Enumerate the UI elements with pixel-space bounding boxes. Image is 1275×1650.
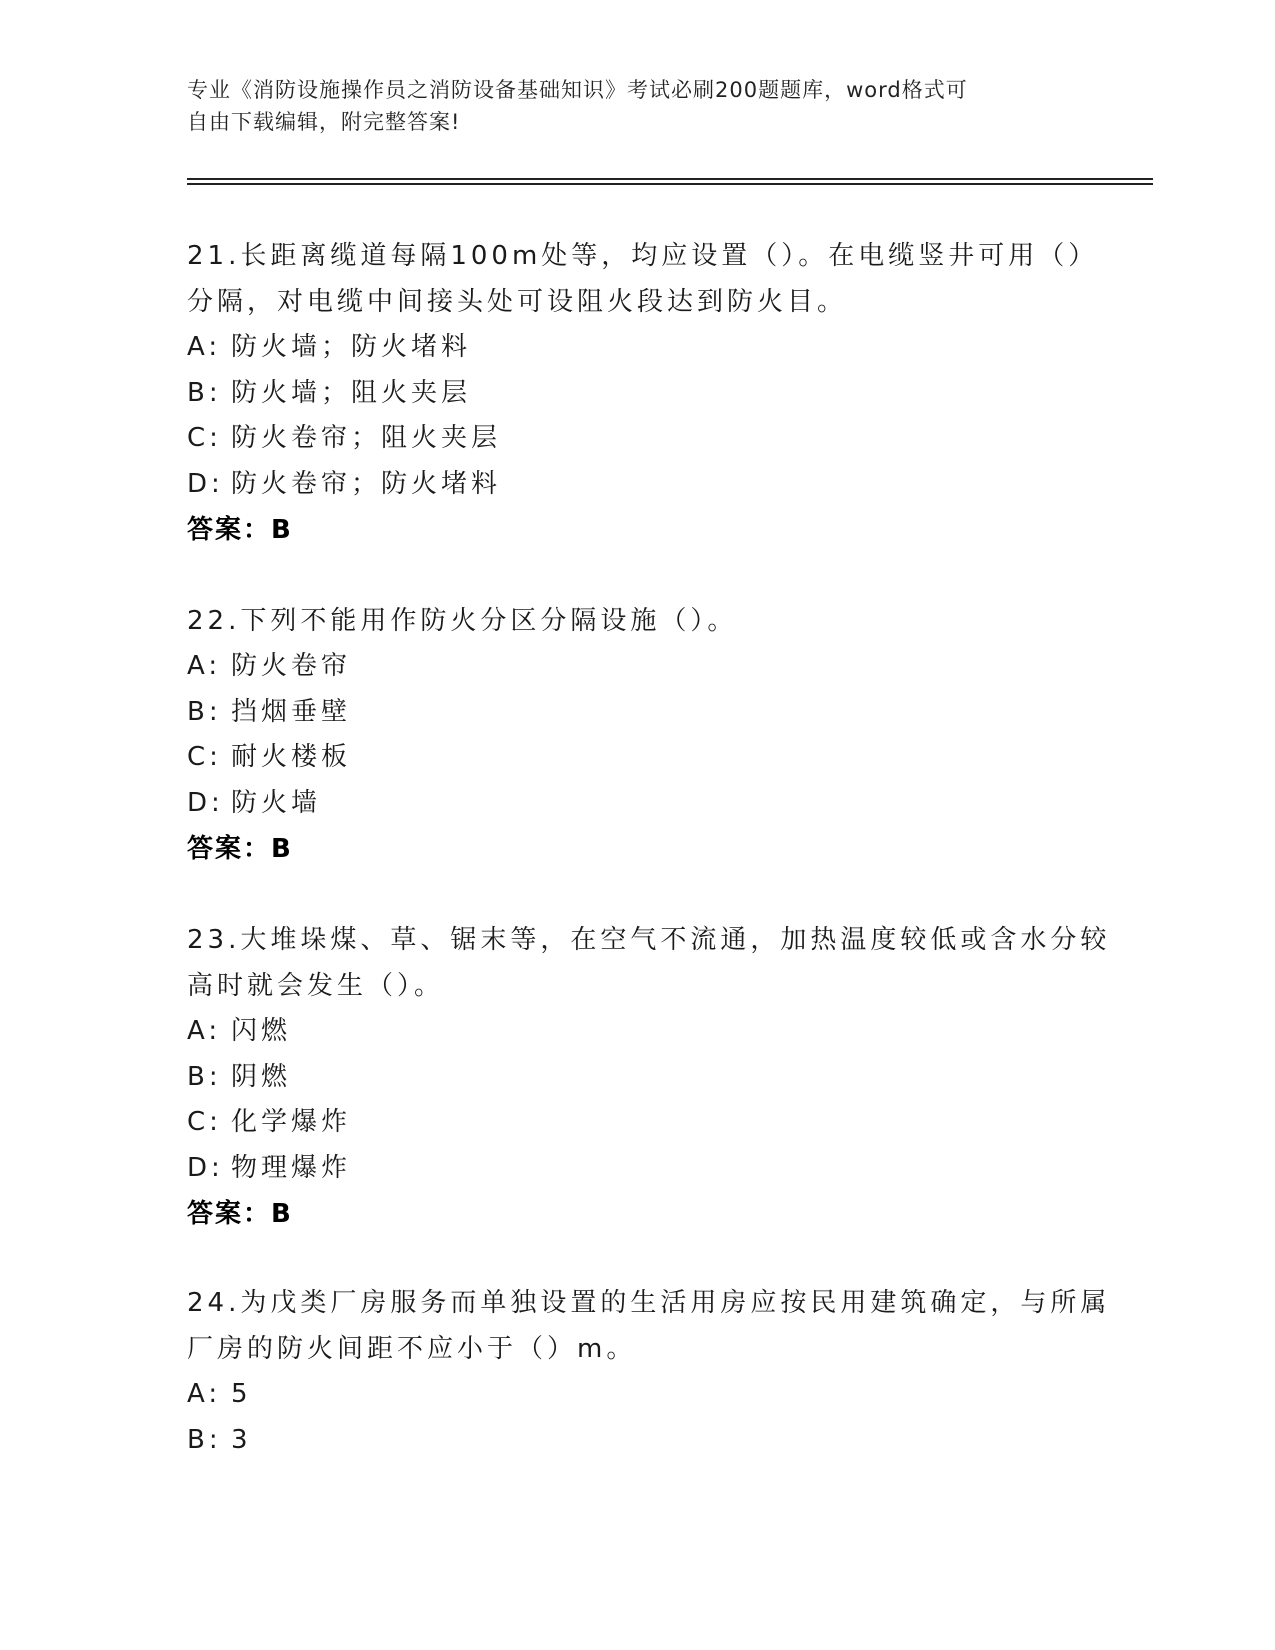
option-letter: D: [187, 1152, 224, 1183]
option-text: 防火墙；阻火夹层 [231, 377, 472, 408]
option-c [187, 735, 1087, 781]
option-text: 防火卷帘 [231, 651, 352, 681]
option-a [187, 1372, 1087, 1418]
option-text: 物理爆炸 [231, 1152, 352, 1183]
option-text: 3 [231, 1424, 252, 1455]
option-letter: B: [187, 1424, 222, 1455]
option-d [187, 1146, 1087, 1192]
option-letter: C: [187, 742, 222, 772]
option-text: 防火卷帘；阻火夹层 [231, 423, 502, 453]
option-b [187, 1418, 1087, 1464]
question-stem-line: 分隔，对电缆中间接头处可设阻火段达到防火目。 [187, 287, 848, 317]
option-letter: D: [187, 787, 224, 818]
option-b [187, 690, 1087, 736]
question-23 [187, 917, 1111, 1237]
question-stem-line: 24.为戊类厂房服务而单独设置的生活用房应按民用建筑确定，与所属 [187, 1288, 1111, 1318]
option-letter: B: [187, 1061, 222, 1092]
option-letter: D: [187, 468, 224, 499]
option-text: 防火卷帘；防火堵料 [231, 468, 502, 499]
option-a [187, 644, 1087, 690]
option-b [187, 1055, 1087, 1101]
option-letter: C: [187, 423, 222, 453]
question-stem-line: 厂房的防火间距不应小于（）m。 [187, 1334, 637, 1364]
option-c [187, 1100, 1087, 1146]
answer-line: 答案：B [187, 834, 293, 864]
header-line-2: 自由下载编辑，附完整答案! [187, 110, 461, 134]
option-letter: B: [187, 696, 222, 727]
option-letter: A: [187, 1379, 222, 1409]
question-21 [187, 233, 1099, 553]
option-text: 5 [231, 1379, 252, 1409]
question-stem-line: 23.大堆垛煤、草、锯末等，在空气不流通，加热温度较低或含水分较 [187, 925, 1111, 955]
answer-line: 答案：B [187, 1199, 293, 1229]
option-letter: A: [187, 332, 222, 362]
option-text: 防火墙；防火堵料 [231, 332, 472, 362]
option-text: 防火墙 [231, 787, 322, 818]
option-text: 闪燃 [231, 1016, 292, 1046]
question-24 [187, 1280, 1111, 1463]
document-header [187, 74, 1077, 138]
option-d [187, 781, 1087, 827]
option-d [187, 462, 1087, 508]
option-text: 耐火楼板 [231, 742, 352, 772]
option-letter: A: [187, 651, 222, 681]
option-c [187, 416, 1087, 462]
option-letter: A: [187, 1016, 222, 1046]
option-text: 阴燃 [231, 1061, 292, 1092]
question-stem-line: 高时就会发生（）。 [187, 971, 445, 1001]
option-text: 化学爆炸 [231, 1107, 352, 1137]
header-divider-top [187, 178, 1153, 180]
option-text: 挡烟垂壁 [231, 696, 352, 727]
option-a [187, 1009, 1087, 1055]
option-letter: C: [187, 1107, 222, 1137]
option-letter: B: [187, 377, 222, 408]
option-a [187, 325, 1087, 371]
header-line-1: 专业《消防设施操作员之消防设备基础知识》考试必刷200题题库，word格式可 [187, 78, 968, 102]
header-divider-bottom [187, 183, 1153, 185]
question-stem-line: 22.下列不能用作防火分区分隔设施（）。 [187, 606, 738, 636]
option-b [187, 371, 1087, 417]
answer-line: 答案：B [187, 515, 293, 545]
question-stem-line: 21.长距离缆道每隔100m处等，均应设置（）。在电缆竖井可用（） [187, 241, 1099, 271]
question-22 [187, 598, 1087, 872]
